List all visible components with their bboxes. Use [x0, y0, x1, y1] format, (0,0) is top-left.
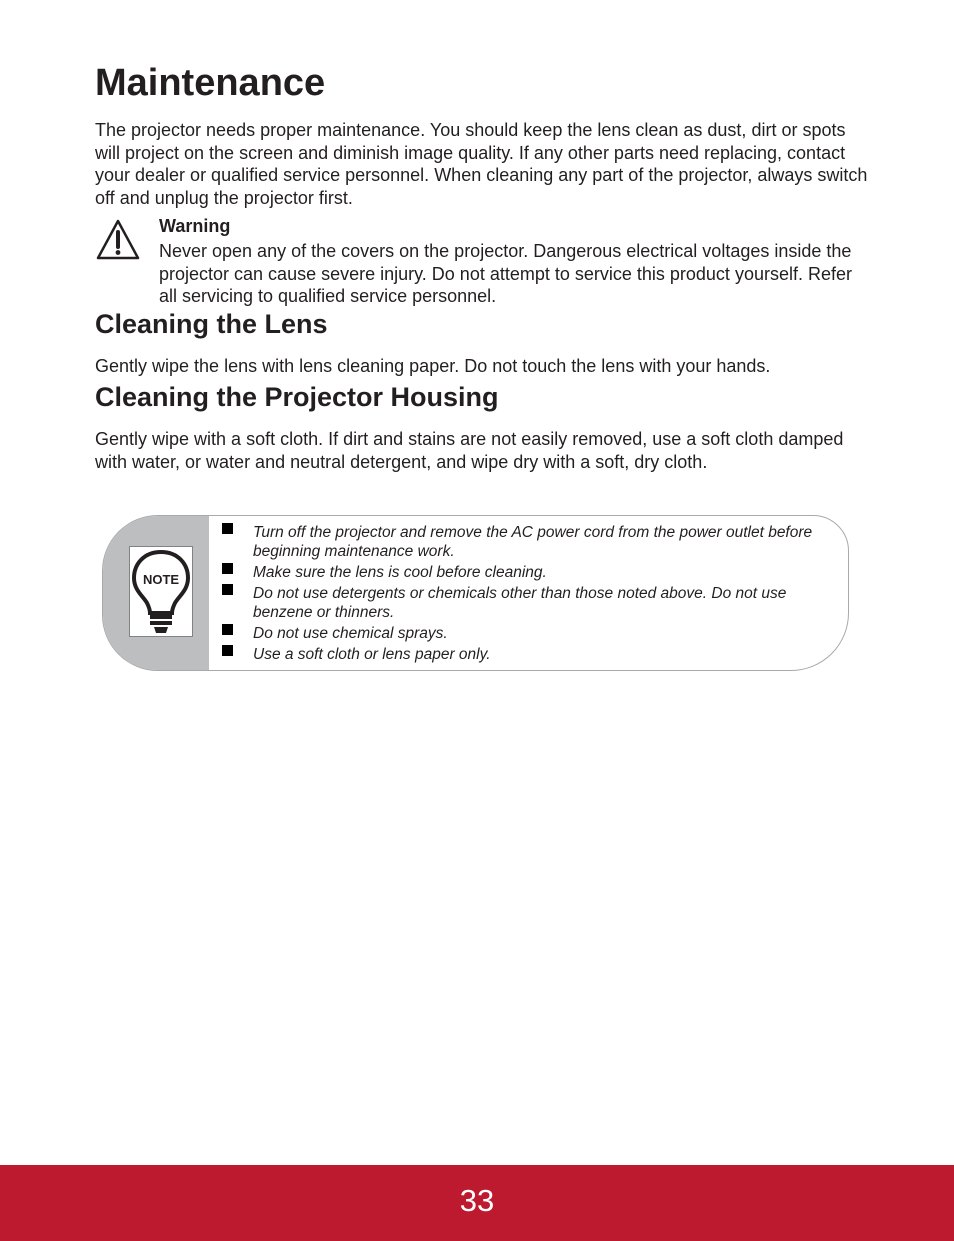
page-footer — [0, 1165, 954, 1241]
square-bullet-icon — [222, 624, 233, 635]
list-item — [220, 624, 840, 643]
square-bullet-icon — [222, 523, 233, 534]
note-item-text: Make sure the lens is cool before cleaning. — [253, 564, 547, 581]
note-lightbulb-icon — [129, 546, 193, 637]
square-bullet-icon — [222, 584, 233, 595]
note-item-text: Turn off the projector and remove the AC power cord from the power outlet before beginning maintenance work. — [253, 524, 813, 560]
section-heading-cleaning-lens: Cleaning the Lens — [95, 309, 328, 339]
note-sidebar — [103, 516, 209, 670]
warning-triangle-icon — [96, 219, 140, 261]
list-item — [220, 645, 840, 664]
note-box — [102, 515, 849, 671]
list-item — [220, 563, 840, 582]
list-item — [220, 523, 840, 561]
note-item-text: Use a soft cloth or lens paper only. — [253, 646, 491, 663]
note-item-text: Do not use chemical sprays. — [253, 625, 448, 642]
warning-title: Warning — [159, 216, 231, 236]
note-list — [220, 523, 840, 666]
section-text-cleaning-lens: Gently wipe the lens with lens cleaning paper. Do not touch the lens with your hands. — [95, 356, 771, 376]
page-title: Maintenance — [95, 62, 326, 104]
square-bullet-icon — [222, 645, 233, 656]
intro-paragraph: The projector needs proper maintenance. You should keep the lens clean as dust, dirt or spots will project on the screen and diminish image quality. If any other parts need replacing, contact your dealer or qualified service personnel. When cleaning any part of the projector, always switch off and unplug the projector first. — [95, 120, 868, 209]
note-item-text: Do not use detergents or chemicals other than those noted above. Do not use benzene or thinners. — [253, 585, 787, 621]
note-icon-label: NOTE — [142, 572, 180, 587]
square-bullet-icon — [222, 563, 233, 574]
list-item — [220, 584, 840, 622]
warning-text: Never open any of the covers on the projector. Dangerous electrical voltages inside the projector can cause severe injury. Do not attempt to service this product yourself. Refer all servicing to qualified service personnel. — [159, 241, 852, 307]
section-heading-cleaning-housing: Cleaning the Projector Housing — [95, 382, 499, 412]
section-text-cleaning-housing: Gently wipe with a soft cloth. If dirt and stains are not easily removed, use a soft cloth damped with water, or water and neutral detergent, and wipe dry with a soft, dry cloth. — [95, 429, 844, 472]
page-number: 33 — [459, 1183, 495, 1218]
